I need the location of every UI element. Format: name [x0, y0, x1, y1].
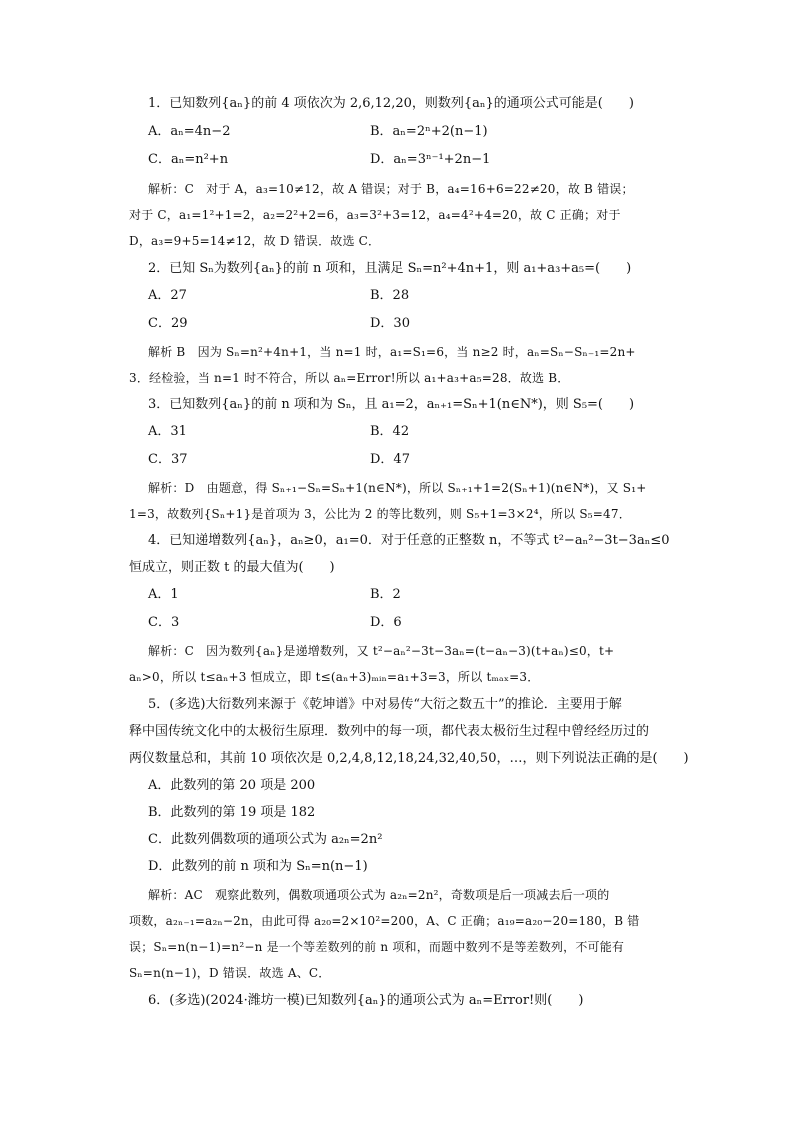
question-5-option-b: B．此数列的第 19 项是 182 — [148, 805, 316, 820]
question-5-option-d: D．此数列的前 n 项和为 Sₙ=n(n−1) — [148, 859, 368, 874]
question-5-solution-line-2: 项数，a₂ₙ₋₁=a₂ₙ−2n，由此可得 a₂₀=2×10²=200，A、C 正确；a₁₉=a₂₀−20=180，B 错 — [129, 914, 640, 928]
question-4-solution-line-1: 解析：C 因为数列{aₙ}是递增数列，又 t²−aₙ²−3t−3aₙ=(t−aₙ−3)(t+aₙ)≤0，t+ — [148, 644, 615, 658]
question-5-option-c: C．此数列偶数项的通项公式为 a₂ₙ=2n² — [148, 832, 383, 847]
question-4-option-c: C．3 — [148, 615, 180, 630]
question-1-option-d: D．aₙ=3ⁿ⁻¹+2n−1 — [370, 152, 491, 167]
question-5-stem-line-1: 5．(多选)大衍数列来源于《乾坤谱》中对易传“大衍之数五十”的推论．主要用于解 — [148, 697, 622, 712]
question-2-solution-line-1: 解析 B 因为 Sₙ=n²+4n+1，当 n=1 时，a₁=S₁=6，当 n≥2 时，aₙ=Sₙ−Sₙ₋₁=2n+ — [148, 345, 636, 359]
question-3-solution-line-2: 1=3，故数列{Sₙ+1}是首项为 3，公比为 2 的等比数列，则 S₅+1=3×2⁴，所以 S₅=47． — [129, 507, 631, 521]
question-4-option-d: D．6 — [370, 615, 402, 630]
question-5-solution-line-3: 误；Sₙ=n(n−1)=n²−n 是一个等差数列的前 n 项和，而题中数列不是等差数列，不可能有 — [129, 940, 625, 954]
question-2-option-c: C．29 — [148, 316, 188, 331]
question-2-option-a: A．27 — [148, 288, 187, 303]
question-1-solution-line-3: D，a₃=9+5=14≠12，故 D 错误．故选 C． — [129, 234, 381, 248]
question-3-option-a: A．31 — [148, 424, 187, 439]
question-3-option-c: C．37 — [148, 452, 188, 467]
question-4-solution-line-2: aₙ>0，所以 t≤aₙ+3 恒成立，即 t≤(aₙ+3)ₘᵢₙ=a₁+3=3，所以 tₘₐₓ=3． — [129, 670, 540, 684]
question-3-stem: 3．已知数列{aₙ}的前 n 项和为 Sₙ，且 a₁=2，aₙ₊₁=Sₙ+1(n∈N*)，则 S₅=( ) — [148, 397, 635, 412]
question-5-stem-line-2: 释中国传统文化中的太极衍生原理．数列中的每一项，都代表太极衍生过程中曾经经历过的 — [129, 724, 650, 739]
question-1-option-a: A．aₙ=4n−2 — [148, 124, 231, 139]
question-1-solution-line-2: 对于 C，a₁=1²+1=2，a₂=2²+2=6，a₃=3²+3=12，a₄=4²+4=20，故 C 正确；对于 — [129, 208, 621, 222]
question-4-option-b: B．2 — [370, 587, 401, 602]
question-2-option-d: D．30 — [370, 316, 410, 331]
question-4-stem-line-1: 4．已知递增数列{aₙ}，aₙ≥0，a₁=0．对于任意的正整数 n，不等式 t²−aₙ²−3t−3aₙ≤0 — [148, 533, 670, 548]
question-5-stem-line-3: 两仪数量总和，其前 10 项依次是 0,2,4,8,12,18,24,32,40,50，…，则下列说法正确的是( ) — [129, 751, 689, 766]
question-2-stem: 2．已知 Sₙ为数列{aₙ}的前 n 项和，且满足 Sₙ=n²+4n+1，则 a₁+a₃+a₅=( ) — [148, 261, 632, 276]
question-1-option-c: C．aₙ=n²+n — [148, 152, 229, 167]
question-3-solution-line-1: 解析：D 由题意，得 Sₙ₊₁−Sₙ=Sₙ+1(n∈N*)，所以 Sₙ₊₁+1=2(Sₙ+1)(n∈N*)，又 S₁+ — [148, 481, 647, 495]
question-1-option-b: B．aₙ=2ⁿ+2(n−1) — [370, 124, 488, 139]
question-5-option-a: A．此数列的第 20 项是 200 — [148, 778, 316, 793]
question-1-solution-line-1: 解析：C 对于 A，a₃=10≠12，故 A 错误；对于 B，a₄=16+6=22≠20，故 B 错误； — [148, 182, 634, 196]
question-2-option-b: B．28 — [370, 288, 410, 303]
question-5-solution-line-4: Sₙ=n(n−1)，D 错误．故选 A、C． — [129, 966, 331, 980]
question-5-solution-line-1: 解析：AC 观察此数列，偶数项通项公式为 a₂ₙ=2n²，奇数项是后一项减去后一项的 — [148, 888, 610, 902]
question-3-option-b: B．42 — [370, 424, 410, 439]
question-2-solution-line-2: 3．经检验，当 n=1 时不符合，所以 aₙ=Error!所以 a₁+a₃+a₅=28．故选 B． — [129, 371, 570, 385]
question-4-option-a: A．1 — [148, 587, 179, 602]
question-1-stem: 1．已知数列{aₙ}的前 4 项依次为 2,6,12,20，则数列{aₙ}的通项公式可能是( ) — [148, 96, 634, 111]
question-4-stem-line-2: 恒成立，则正数 t 的最大值为( ) — [129, 560, 335, 575]
question-3-option-d: D．47 — [370, 452, 410, 467]
question-6-stem: 6．(多选)(2024·潍坊一模)已知数列{aₙ}的通项公式为 aₙ=Error!则( ) — [148, 993, 584, 1008]
